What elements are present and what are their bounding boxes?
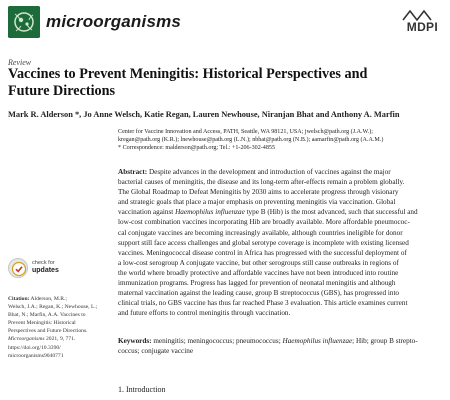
- keywords-text: ; Hib; group B strepto-: [352, 337, 418, 345]
- abstract-text: Despite advances in the development and introduction of vaccines against the major: [147, 168, 391, 176]
- citation-label: Citation:: [8, 296, 30, 302]
- article-type: Review: [8, 58, 32, 67]
- abstract-line: low-cost combination vaccines incorporating Hib are broadly available. More affordable pneumococ-: [118, 218, 410, 227]
- affiliations: [118, 128, 440, 153]
- correspondence-line: * Correspondence: malderson@path.org; Tel.: +1-206-302-4855: [118, 145, 275, 152]
- title-line: Future Directions: [8, 83, 116, 99]
- microorganisms-logo-icon: [8, 6, 40, 38]
- citation-line: Welsch, J.A.; Regan, K.; Newhouse, L.;: [8, 304, 98, 311]
- keywords-text: meningitis; meningococcus; pneumococcus;: [151, 337, 283, 345]
- abstract-line: and strategic goals that place a major emphasis on preventing meningitis via vaccination. Global: [118, 198, 396, 207]
- journal-name: microorganisms: [46, 12, 182, 31]
- citation-line: [8, 295, 112, 303]
- abstract-line: immunization programs. Progress has lagged for prevention of neonatal meningitis and although: [118, 279, 396, 288]
- check-for-updates-label: [32, 260, 59, 274]
- abstract-line: maternal vaccination against the leading cause, group B streptococcus (GBS), has progressed into: [118, 289, 400, 298]
- citation-line: Bhat, N.; Marfin, A.A. Vaccines to: [8, 312, 86, 319]
- abstract: [118, 167, 444, 318]
- citation-text: Alderson, M.R.;: [29, 296, 67, 302]
- citation-line: [8, 335, 112, 343]
- doi-link[interactable]: microorganisms9040771: [8, 352, 64, 359]
- mdpi-text: MDPI: [406, 20, 438, 34]
- doi-link[interactable]: https://doi.org/10.3390/: [8, 344, 61, 351]
- abstract-line: cal conjugate vaccines are becoming increasingly available, although countries ineligible for donor: [118, 228, 403, 237]
- keywords-line: [118, 336, 444, 346]
- abstract-line: clinical trials, no GBS vaccine has thus far reached Phase 3 evaluation. This article examines current: [118, 299, 408, 308]
- citation-journal: Microorganisms: [8, 336, 45, 343]
- abstract-line: support still face access challenges and global serotype coverage is incomplete with existing licensed: [118, 238, 409, 247]
- abstract-label: Abstract:: [118, 168, 148, 176]
- journal-header: [8, 6, 442, 40]
- abstract-text: vaccination against: [118, 208, 176, 217]
- abstract-line: [118, 207, 444, 217]
- abstract-line: [118, 167, 444, 177]
- abstract-line: and future efforts to control meningitis through vaccination.: [118, 309, 291, 318]
- check-for-updates-icon: [8, 258, 28, 278]
- abstract-line: bacterial causes of meningitis, the disease and its long-term after-effects remain a problem globally.: [118, 178, 405, 187]
- check-for-updates-button[interactable]: [8, 258, 68, 280]
- abstract-line: vaccines. Meningococcal disease control in Africa has progressed with the successful deployment of: [118, 248, 407, 257]
- keywords-label: Keywords:: [118, 337, 152, 345]
- citation-line: Prevent Meningitis: Historical: [8, 320, 76, 327]
- author-list: Mark R. Alderson *, Jo Anne Welsch, Katie Regan, Lauren Newhouse, Niranjan Bhat and Anthony A. Marfin: [8, 110, 400, 119]
- abstract-line: a low-cost serogroup A conjugate vaccine, but other serogroups still cause outbreaks in regions of: [118, 258, 399, 267]
- affiliation-line: kregan@path.org (K.R.); lnewhouse@path.org (L.N.); nbhat@path.org (N.B.); aamarfin@path.org (A.A.M.): [118, 137, 384, 144]
- citation-line: Perspectives and Future Directions.: [8, 328, 88, 335]
- check-label-line: updates: [32, 267, 59, 274]
- species-name: Haemophilus influenzae: [282, 337, 353, 345]
- abstract-line: The Global Roadmap to Defeat Meningitis by 2030 aims to accelerate progress through visionary: [118, 188, 399, 197]
- title-line: Vaccines to Prevent Meningitis: Historical Perspectives and: [8, 66, 368, 82]
- species-name: Haemophilus influenzae: [175, 208, 245, 217]
- abstract-line: the world where broadly protective and affordable vaccines have not been introduced into routine: [118, 268, 399, 277]
- affiliation-line: Center for Vaccine Innovation and Access, PATH, Seattle, WA 98121, USA; jwelsch@path.org (J.A.W.);: [118, 129, 373, 135]
- check-label-line: check for: [32, 260, 55, 266]
- article-title: [8, 66, 438, 100]
- section-heading-introduction: 1. Introduction: [118, 385, 166, 394]
- keywords: [118, 336, 444, 356]
- keywords-line: coccus; conjugate vaccine: [118, 347, 194, 356]
- citation-text: 2021, 9, 771.: [44, 336, 76, 343]
- abstract-text: type B (Hib) is the most advanced, such that successful and: [244, 208, 418, 217]
- mdpi-logo: [396, 8, 438, 38]
- citation-block: [8, 295, 112, 360]
